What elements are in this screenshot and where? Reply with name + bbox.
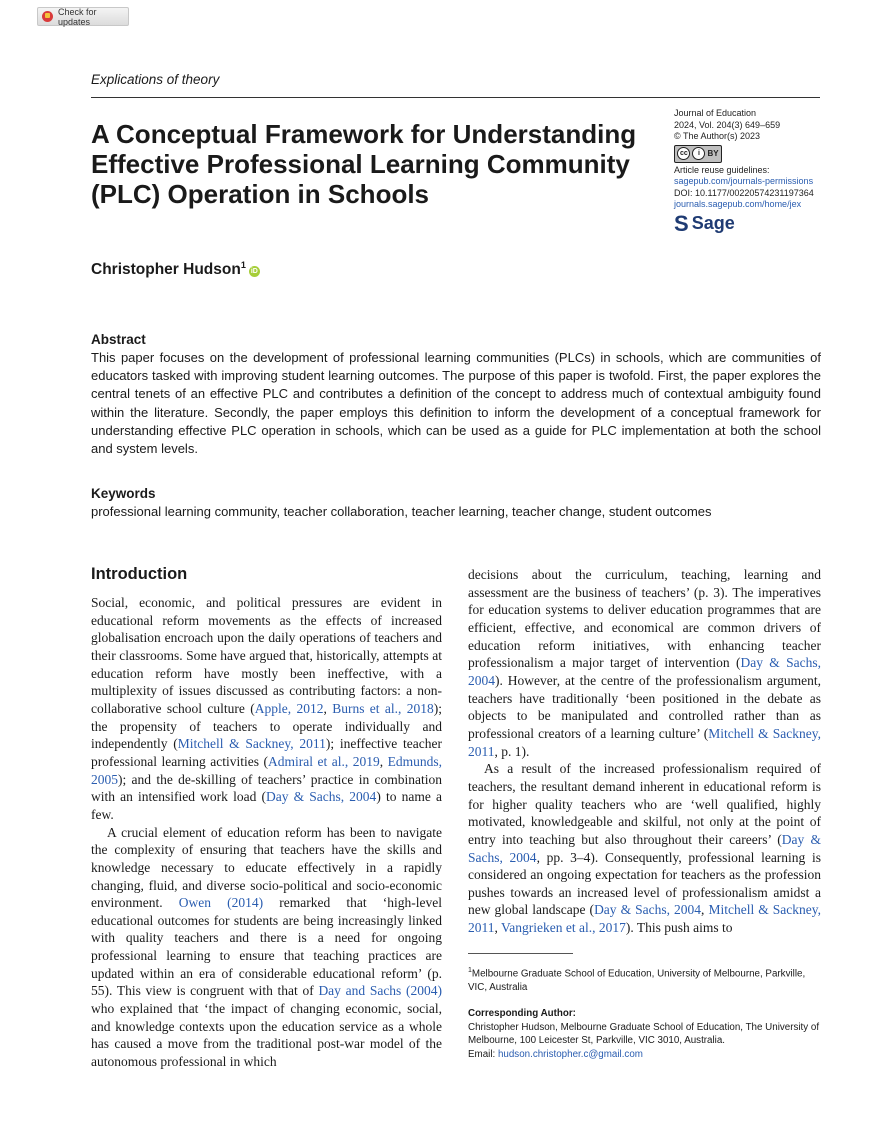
- keywords-text: professional learning community, teacher collaboration, teacher learning, teacher change, student outcomes: [91, 504, 712, 519]
- body-column-left: [91, 594, 442, 1071]
- email-link[interactable]: hudson.christopher.c@gmail.com: [497, 1048, 643, 1060]
- orcid-icon[interactable]: iD: [250, 268, 258, 276]
- check-for-updates-button[interactable]: [37, 7, 129, 26]
- sage-logo: [674, 210, 834, 236]
- citation-link[interactable]: Apple, 2012: [254, 700, 324, 716]
- abstract-heading: Abstract: [91, 332, 146, 347]
- keywords-heading: Keywords: [91, 486, 156, 501]
- citation-link[interactable]: Mitchell & Sackney, 2011: [468, 902, 821, 936]
- sage-s-icon: S: [674, 210, 689, 236]
- citation-link[interactable]: Day & Sachs, 2004: [265, 789, 377, 805]
- text-run: , p. 1).: [494, 743, 530, 759]
- check-for-updates-label: Check for updates: [58, 6, 97, 27]
- citation-link[interactable]: Mitchell & Sackney, 2011: [177, 736, 326, 752]
- paragraph-2-continued: [468, 566, 821, 760]
- citation-link[interactable]: Day & Sachs, 2004: [468, 831, 822, 865]
- introduction-heading: Introduction: [91, 565, 188, 583]
- author: [91, 260, 260, 279]
- section-label: Explications of theory: [91, 72, 220, 87]
- text-run: ,: [379, 753, 388, 769]
- text-run: ); ineffective teacher professional learning activities (: [91, 736, 442, 769]
- text-run: ); the propensity of teachers to operate individually and independently (: [91, 700, 442, 752]
- text-run: ). However, at the centre of the professionalism argument, teachers have traditionally ‘been positioned in the debate as objects to be manipulated and controlled rather than as professional creators of a learning culture’ (: [468, 672, 821, 741]
- citation-link[interactable]: Day & Sachs, 2004: [468, 655, 821, 688]
- paragraph-3: [468, 760, 821, 937]
- text-run: remarked that ‘high-level educational outcomes for students are being increasingly linked with quality teachers and there is a need for ongoing professional learning to ensure that teaching practices are updated within an era of considerable educational reform’ (p. 55). This view is congruent with that of: [91, 895, 442, 999]
- journal-home-link[interactable]: journals.sagepub.com/home/jex: [674, 199, 802, 209]
- text-run: ,: [494, 920, 502, 936]
- license-badge-label: BY: [707, 148, 719, 158]
- text-run: ,: [323, 700, 333, 716]
- citation-link[interactable]: Burns et al., 2018: [332, 700, 434, 716]
- journal-meta: [674, 108, 834, 234]
- footnote-text: Melbourne Graduate School of Education, University of Melbourne, Parkville, VIC, Australia: [468, 968, 806, 993]
- abstract-text: This paper focuses on the development of professional learning communities (PLCs) in schools, which are communities of educators tasked with improving student learning outcomes. The purpose of this paper is twofold. First, the paper explores the central tenets of an effective PLC and contributes a definition of the concept to address much of contextual ambiguity found within the literature. Secondly, the paper employs this definition to inform the development of a conceptual framework for understanding effective PLC operation in schools, which can be used as a guide for PLC implementation at both the school and system levels.: [91, 350, 821, 457]
- citation-link[interactable]: Vangrieken et al., 2017: [501, 920, 626, 936]
- citation-link[interactable]: Edmunds, 2005: [91, 753, 442, 787]
- text-run: , pp. 3–4). Consequently, professional learning is considered an ongoing expectation for teachers as the profession pushes towards an increased level of professionalism amidst a new global landscape (: [468, 849, 821, 918]
- journal-volume: 2024, Vol. 204(3) 649–659: [674, 119, 781, 130]
- text-run: who explained that ‘the impact of changing economic, social, and knowledge contexts upon the education service as a whole has caused a move from the traditional post-war model of the autonomous professional in which: [91, 1001, 442, 1070]
- author-affil-mark: 1: [240, 260, 246, 270]
- citation-link[interactable]: Mitchell & Sackney, 2011: [468, 725, 821, 759]
- article-title: A Conceptual Framework for Understanding Effective Professional Learning Community (PLC) Operation in Schools: [91, 119, 637, 209]
- text-run: ) to name a few.: [91, 789, 442, 822]
- text-run: decisions about the curriculum, teaching, learning and assessment are the business of teachers’ (p. 3). The imperatives for education systems to deliver education programmes that are efficient, effective, and economical are common drivers of education reform initiatives, with enhancing teacher professionalism a major target of intervention (: [468, 567, 821, 671]
- text-run: ). This push aims to: [625, 920, 733, 936]
- journal-copyright: © The Author(s) 2023: [674, 131, 761, 141]
- corresponding-author: [468, 1007, 823, 1061]
- text-run: As a result of the increased professionalism required of teachers, the resultant demand inherent in educational reform is for higher quality teachers who are ‘well qualified, highly motivated, knowledgeable and skilful, not only at the point of entry into teaching but also throughout their careers’ (: [468, 761, 821, 847]
- citation-link[interactable]: Day & Sachs, 2004: [594, 902, 702, 918]
- text-run: ,: [701, 902, 709, 918]
- citation-link[interactable]: Admiral et al., 2019: [267, 753, 380, 769]
- journal-name: Journal of Education: [674, 108, 757, 118]
- affiliation-footnote: [468, 964, 823, 994]
- text-run: A crucial element of education reform has been to navigate the complexity of ensuring that teachers have the skills and knowledge necessary to educate effectively in a rapidly changing, fluid, and diverse socio-political and socio-economic environment.: [91, 824, 442, 911]
- publisher-name: Sage: [691, 212, 735, 233]
- citation-link[interactable]: Owen (2014): [178, 895, 264, 911]
- by-person-icon: i: [692, 147, 705, 160]
- email-label: Email:: [468, 1048, 498, 1060]
- author-name: Christopher Hudson: [91, 261, 241, 279]
- footnote-mark: 1: [468, 967, 472, 974]
- permissions-link[interactable]: sagepub.com/journals-permissions: [674, 176, 814, 186]
- citation-link[interactable]: Day and Sachs (2004): [318, 983, 442, 999]
- paragraph-2: [91, 824, 442, 1071]
- header-divider: [91, 97, 820, 98]
- text-run: ); and the de-skilling of teachers’ practice in combination with an intensified work load (: [91, 771, 442, 805]
- footnote-divider: [468, 953, 573, 954]
- paragraph-1: [91, 594, 442, 824]
- corresponding-text: Christopher Hudson, Melbourne Graduate School of Education, The University of Melbourne, 100 Leicester St, Parkville, VIC 3010, Australia.: [468, 1021, 820, 1046]
- corresponding-heading: Corresponding Author:: [468, 1008, 576, 1019]
- crossmark-icon: [42, 11, 53, 22]
- doi: DOI: 10.1177/00220574231197364: [674, 187, 814, 198]
- creative-commons-icon[interactable]: [674, 145, 722, 163]
- reuse-label: Article reuse guidelines:: [674, 164, 770, 175]
- corresponding-email-line: [468, 1048, 823, 1062]
- text-run: Social, economic, and political pressures are evident in educational reform movements as the effects of increased globalisation encroach upon the daily operations of teachers and their classrooms. Some have argued that, historically, attempts at education reform have mostly been ineffective, with a multiplexity of issues discussed as contributing factors: a non-collaborative school culture (: [91, 595, 442, 716]
- cc-circle-icon: cc: [677, 147, 690, 160]
- body-column-right: [468, 566, 821, 937]
